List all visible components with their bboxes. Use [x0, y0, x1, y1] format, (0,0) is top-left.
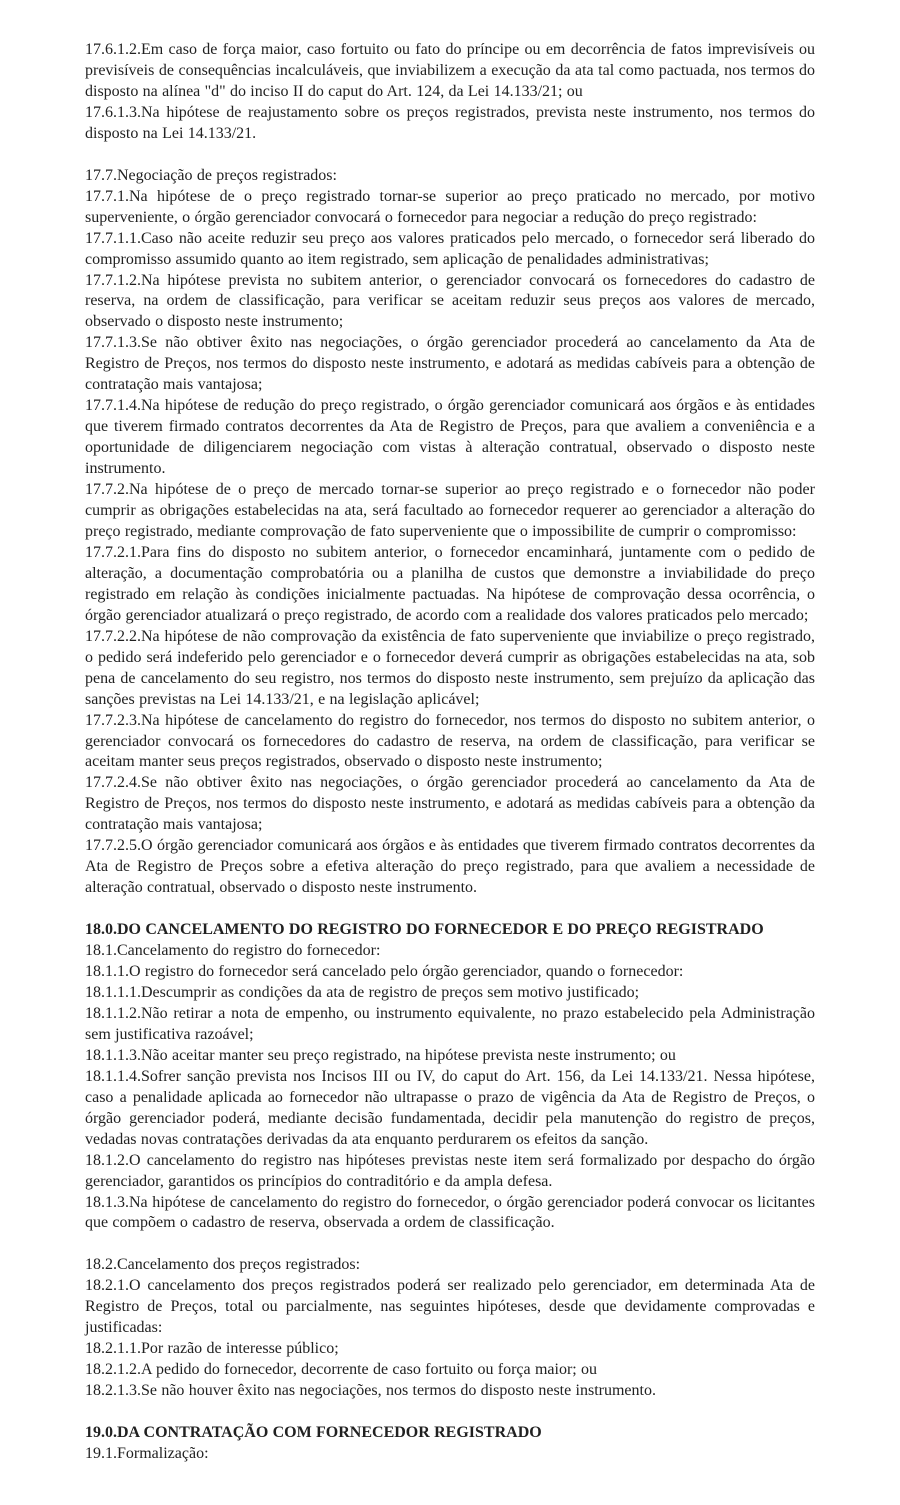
paragraph: 18.1.Cancelamento do registro do fornecedor: [85, 942, 381, 960]
paragraph: 17.7.2.Na hipótese de o preço de mercado tornar-se superior ao preço registrado e o fornecedor não poder cumprir as obrigações estabelecidas na ata, será facultado ao fornecedor requerer ao gerenciador a alteração do preço registrado, mediante comprovação de fato superveniente que o impossibilite de cumprir o compromisso: [85, 481, 815, 540]
paragraph: 17.7.2.5.O órgão gerenciador comunicará aos órgãos e às entidades que tiverem firmado contratos decorrentes da Ata de Registro de Preços sobre a efetiva alteração do preço registrado, para que avaliem a necessidade de alteração contratual, observado o disposto neste instrumento. [85, 837, 815, 897]
paragraph: 18.2.1.1.Por razão de interesse público; [85, 1340, 339, 1358]
section-heading: 19.0.DA CONTRATAÇÃO COM FORNECEDOR REGISTRADO [85, 1424, 542, 1442]
document-body [85, 40, 815, 1465]
paragraph: 18.2.1.3.Se não houver êxito nas negociações, nos termos do disposto neste instrumento. [85, 1382, 656, 1400]
paragraph: 18.1.2.O cancelamento do registro nas hipóteses previstas neste item será formalizado por despacho do órgão gerenciador, garantidos os princípios do contraditório e da ampla defesa. [85, 1151, 815, 1190]
paragraph: 18.2.1.O cancelamento dos preços registrados poderá ser realizado pelo gerenciador, em determinada Ata de Registro de Preços, total ou parcialmente, nas seguintes hipóteses, desde que devidamente comprovadas e justificadas: [85, 1277, 815, 1337]
paragraph: 19.1.Formalização: [85, 1445, 209, 1463]
paragraph: 17.7.1.1.Caso não aceite reduzir seu preço aos valores praticados pelo mercado, o fornecedor será liberado do compromisso assumido quanto ao item registrado, sem aplicação de penalidades administrativas; [85, 229, 815, 268]
paragraph: 18.1.1.O registro do fornecedor será cancelado pelo órgão gerenciador, quando o fornecedor: [85, 963, 684, 981]
paragraph: 18.1.1.2.Não retirar a nota de empenho, ou instrumento equivalente, no prazo estabelecido pela Administração sem justificativa razoável; [85, 1004, 815, 1043]
paragraph: 18.2.Cancelamento dos preços registrados: [85, 1256, 361, 1274]
paragraph: 17.6.1.2.Em caso de força maior, caso fortuito ou fato do príncipe ou em decorrência de fatos imprevisíveis ou previsíveis de consequências incalculáveis, que inviabilizem a execução da ata tal como pactuada, nos termos do disposto na alínea "d" do inciso II do caput do Art. 124, da Lei 14.133/21; ou [85, 41, 815, 100]
paragraph: 17.6.1.3.Na hipótese de reajustamento sobre os preços registrados, prevista neste instrumento, nos termos do disposto na Lei 14.133/21. [85, 103, 815, 142]
paragraph: 18.1.1.1.Descumprir as condições da ata de registro de preços sem motivo justificado; [85, 983, 640, 1001]
paragraph: 17.7.2.4.Se não obtiver êxito nas negociações, o órgão gerenciador procederá ao cancelamento da Ata de Registro de Preços, nos termos do disposto neste instrumento, e adotará as medidas cabíveis para a obtenção da contratação mais vantajosa; [85, 774, 815, 834]
paragraph: 17.7.1.Na hipótese de o preço registrado tornar-se superior ao preço praticado no mercado, por motivo superveniente, o órgão gerenciador convocará o fornecedor para negociar a redução do preço registrado: [85, 187, 815, 226]
paragraph: 17.7.2.1.Para fins do disposto no subitem anterior, o fornecedor encaminhará, juntamente com o pedido de alteração, a documentação comprobatória ou a planilha de custos que demonstre a inviabilidade do preço registrado em relação às condições inicialmente pactuadas. Na hipótese de comprovação dessa ocorrência, o órgão gerenciador atualizará o preço registrado, de acordo com a realidade dos valores praticados pelo mercado; [85, 543, 815, 624]
paragraph: 17.7.1.3.Se não obtiver êxito nas negociações, o órgão gerenciador procederá ao cancelamento da Ata de Registro de Preços, nos termos do disposto neste instrumento, e adotará as medidas cabíveis para a obtenção de contratação mais vantajosa; [85, 334, 815, 394]
paragraph: 17.7.2.3.Na hipótese de cancelamento do registro do fornecedor, nos termos do disposto no subitem anterior, o gerenciador convocará os fornecedores do cadastro de reserva, na ordem de classificação, para verificar se aceitam manter seus preços registrados, observado o disposto neste instrumento; [85, 711, 815, 771]
paragraph: 17.7.1.2.Na hipótese prevista no subitem anterior, o gerenciador convocará os fornecedores do cadastro de reserva, na ordem de classificação, para verificar se aceitam reduzir seus preços aos valores de mercado, observado o disposto neste instrumento; [85, 271, 815, 331]
paragraph: 17.7.1.4.Na hipótese de redução do preço registrado, o órgão gerenciador comunicará aos órgãos e às entidades que tiverem firmado contratos decorrentes da Ata de Registro de Preços, para que avaliem a conveniência e a oportunidade de diligenciarem negociação com vistas à alteração contratual, observado o disposto neste instrumento. [85, 397, 815, 478]
paragraph: 17.7.Negociação de preços registrados: [85, 166, 337, 184]
section-heading: 18.0.DO CANCELAMENTO DO REGISTRO DO FORNECEDOR E DO PREÇO REGISTRADO [85, 921, 764, 939]
paragraph: 18.2.1.2.A pedido do fornecedor, decorrente de caso fortuito ou força maior; ou [85, 1361, 598, 1379]
paragraph: 17.7.2.2.Na hipótese de não comprovação da existência de fato superveniente que inviabilize o preço registrado, o pedido será indeferido pelo gerenciador e o fornecedor deverá cumprir as obrigações estabelecidas na ata, sob pena de cancelamento do seu registro, nos termos do disposto neste instrumento, sem prejuízo da aplicação das sanções previstas na Lei 14.133/21, e na legislação aplicável; [85, 627, 815, 708]
paragraph: 18.1.1.4.Sofrer sanção prevista nos Incisos III ou IV, do caput do Art. 156, da Lei 14.133/21. Nessa hipótese, caso a penalidade aplicada ao fornecedor não ultrapasse o prazo de vigência da Ata de Registro de Preços, o órgão gerenciador poderá, mediante decisão fundamentada, decidir pela manutenção do registro de preços, vedadas novas contratações derivadas da ata enquanto perdurarem os efeitos da sanção. [85, 1067, 815, 1148]
paragraph: 18.1.1.3.Não aceitar manter seu preço registrado, na hipótese prevista neste instrumento; ou [85, 1046, 676, 1064]
paragraph: 18.1.3.Na hipótese de cancelamento do registro do fornecedor, o órgão gerenciador poderá convocar os licitantes que compõem o cadastro de reserva, observada a ordem de classificação. [85, 1193, 815, 1232]
